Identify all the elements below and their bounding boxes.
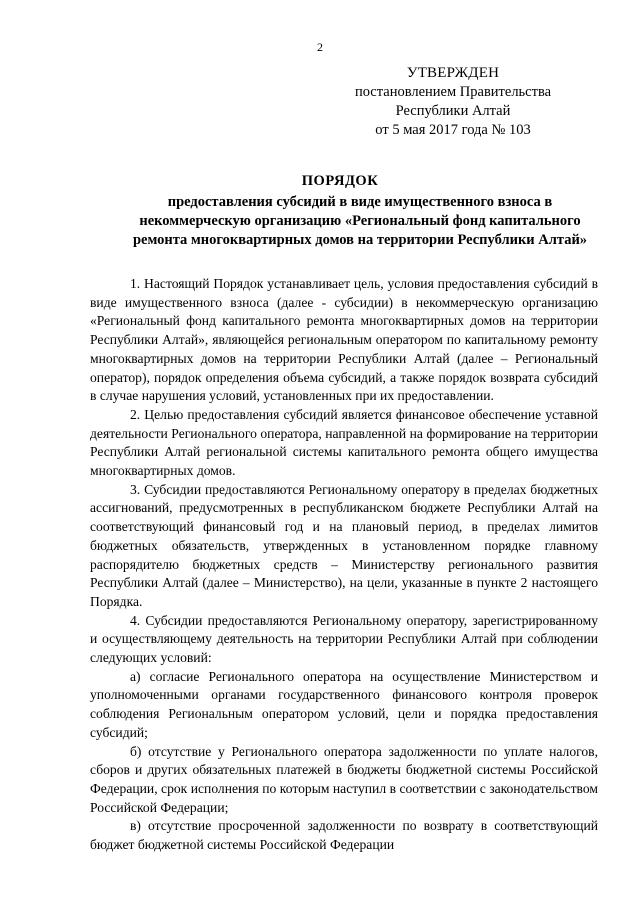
document-body xyxy=(90,275,598,855)
paragraph-1: 1. Настоящий Порядок устанавливает цель, условия предоставления субсидий в виде имущественного взноса (далее - субсидии) в некоммерческую организацию «Региональный фонд капитального ремонта многоквартирных домов на территории Республики Алтай», являющейся региональным оператором по капитальному ремонту многоквартирных домов на территории Республики Алтай (далее – Региональный оператор), порядок определения объема субсидий, а также порядок возврата субсидий в случае нарушения условий, установленных при их предоставлении. xyxy=(90,276,598,404)
approval-head: УТВЕРЖДЕН xyxy=(406,65,500,81)
document-title xyxy=(90,172,590,250)
paragraph-4b: б) отсутствие у Регионального оператора задолженности по уплате налогов, сборов и других обязательных платежей в бюджеты бюджетной системы Российской Федерации, срок исполнения по которым наступил в соответствии с законодательством Российской Федерации; xyxy=(90,743,598,815)
title-heading: ПОРЯДОК xyxy=(301,173,379,189)
paragraph-4: 4. Субсидии предоставляются Региональному оператору, зарегистрированному и осуществляющему деятельность на территории Республики Алтай при соблюдении следующих условий: xyxy=(90,612,598,666)
paragraph-4c: в) отсутствие просроченной задолженности по возврату в соответствующий бюджет бюджетной системы Российской Федерации xyxy=(90,818,598,853)
paragraph-4a: а) согласие Регионального оператора на осуществление Министерством и уполномоченными органами государственного финансового контроля проверок соблюдения Региональным оператором условий, цели и порядка предоставления субсидий; xyxy=(90,668,598,740)
approval-line-1: постановлением Правительства xyxy=(354,84,552,100)
approval-stamp xyxy=(348,64,558,140)
approval-line-2: Республики Алтай xyxy=(395,103,511,119)
paragraph-3: 3. Субсидии предоставляются Региональному оператору в пределах бюджетных ассигнований, предусмотренных в республиканском бюджете Республики Алтай на соответствующий финансовый год и на плановый период, в пределах лимитов бюджетных обязательств, утвержденных в установленном порядке главному распорядителю бюджетных средств – Министерству регионального развития Республики Алтай (далее – Министерство), на цели, указанные в пункте 2 настоящего Порядка. xyxy=(90,481,598,609)
page-number: 2 xyxy=(317,40,323,54)
paragraph-2: 2. Целью предоставления субсидий является финансовое обеспечение уставной деятельности Регионального оператора, направленной на формирование на территории Республики Алтай региональной системы капитального ремонта общего имущества многоквартирных домов. xyxy=(90,406,598,479)
approval-line-3: от 5 мая 2017 года № 103 xyxy=(375,122,531,138)
title-subheading: предоставления субсидий в виде имущественного взноса в некоммерческую организацию «Региональный фонд капитального ремонта многоквартирных домов на территории Республики Алтай» xyxy=(132,194,588,248)
